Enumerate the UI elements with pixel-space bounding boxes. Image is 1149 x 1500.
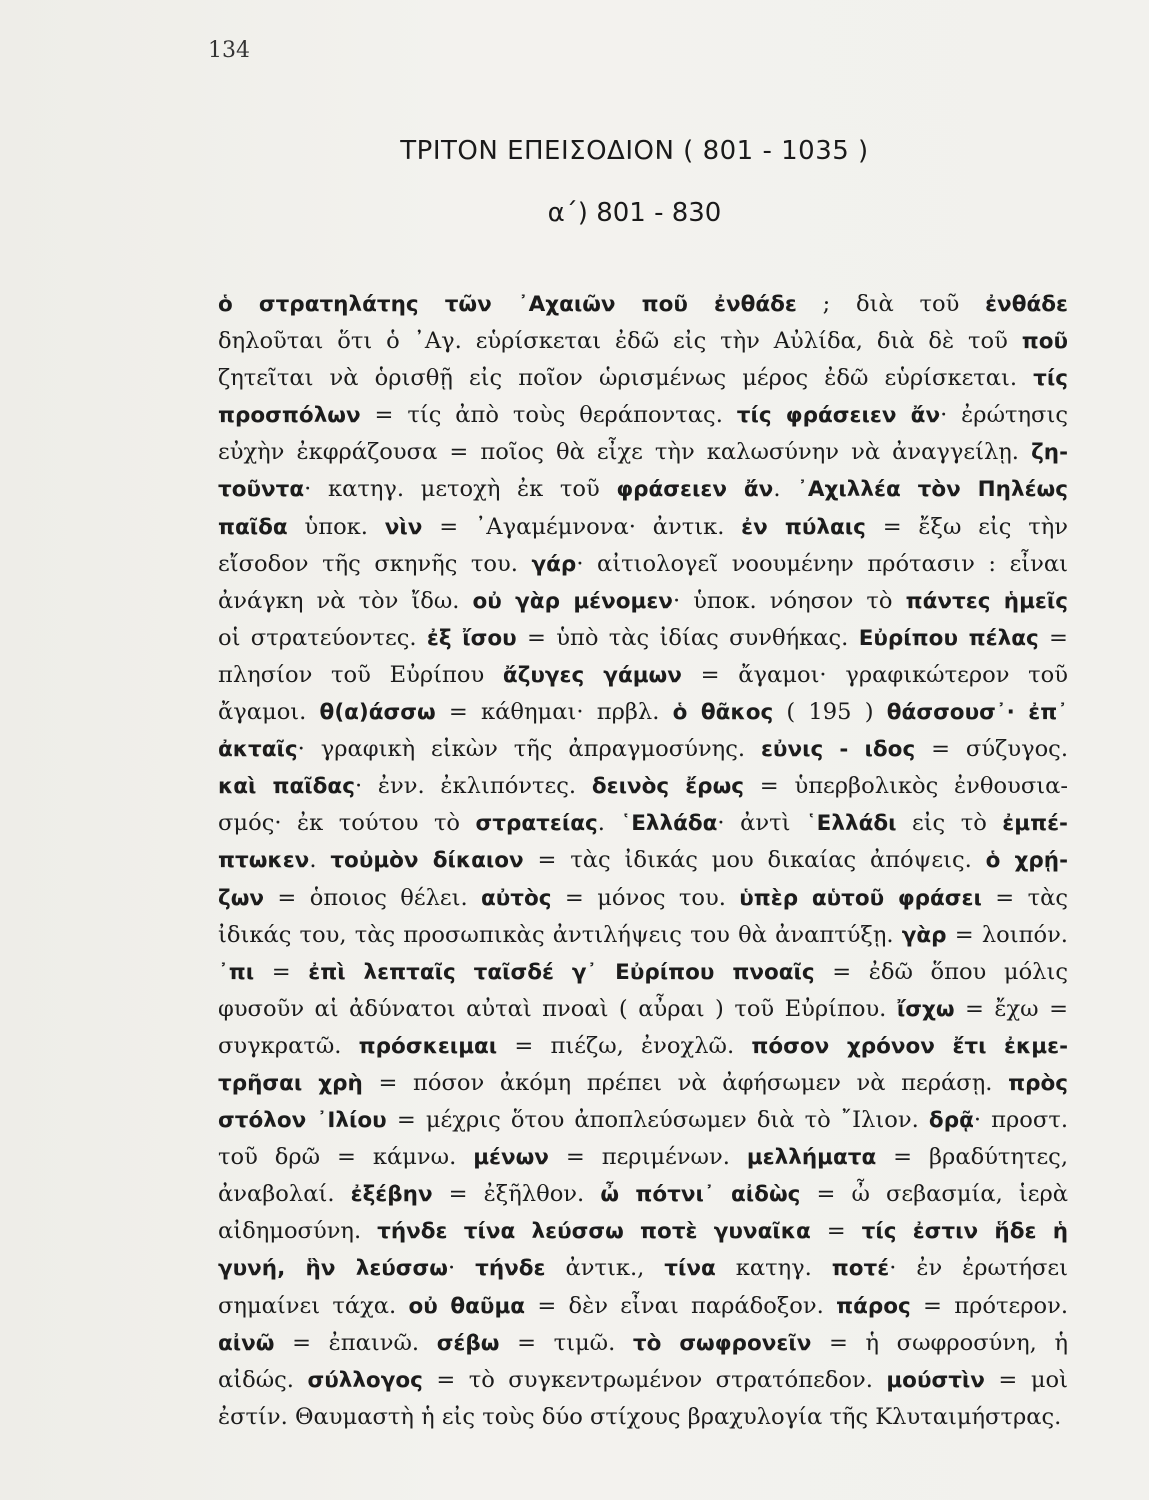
lemma-term: ὦ πότνι᾿ αἰδὼς (600, 1182, 801, 1208)
lemma-term: ποῦ (1021, 329, 1068, 355)
lemma-term: ὁ χρῄ- (985, 848, 1068, 874)
commentary-text (218, 286, 1068, 1435)
gloss-text: = τιμῶ. (499, 1329, 633, 1356)
gloss-text: = μοὶ (984, 1366, 1068, 1393)
lemma-term: ἐπὶ λεπταῖς ταῖσδέ γ᾿ Εὐρίπου πνοαῖς (308, 959, 815, 985)
lemma-term: τοὐμὸν δίκαιον (330, 848, 524, 874)
lemma-term: ὁ θᾶκος (672, 700, 774, 726)
gloss-text: αἰδημοσύνη. (218, 1218, 378, 1245)
text-line (218, 917, 1068, 954)
gloss-text: ζητεῖται νὰ ὁρισθῇ εἰς ποῖον ὡρισμένως μέρος ἐδῶ εὑρίσκεται. (218, 365, 1034, 392)
lemma-term: μούστὶν (886, 1367, 985, 1393)
gloss-text: οἱ στρατεύοντες. (218, 624, 427, 651)
gloss-text: · προστ. (973, 1107, 1068, 1134)
lemma-term: ἐν πύλαις (741, 514, 866, 540)
gloss-text: ; διὰ τοῦ (796, 291, 986, 317)
text-line (218, 1250, 1068, 1287)
gloss-text: = πόσον ἀκόμη πρέπει νὰ ἀφήσωμεν νὰ περάσῃ. (362, 1069, 1009, 1096)
gloss-text: · αἰτιολογεῖ νοουμένην πρότασιν : εἶναι (576, 550, 1068, 577)
lemma-term: στόλον ᾿Ιλίου (218, 1108, 387, 1134)
gloss-text: ἀντικ., (545, 1255, 665, 1282)
text-line (218, 1176, 1068, 1213)
lemma-term: ὁ στρατηλάτης τῶν ᾿Αχαιῶν ποῦ ἐνθάδε (218, 292, 797, 317)
lemma-term: πάντες ἡμεῖς (905, 588, 1069, 614)
gloss-text: σημαίνει τάχα. (218, 1292, 409, 1319)
gloss-text: = πρότερον. (910, 1292, 1068, 1319)
lemma-term: τίς (1033, 366, 1068, 392)
lemma-term: μελλήματα (746, 1145, 877, 1171)
lemma-term: θάσσουσ᾿· ἐπ᾿ (886, 700, 1068, 726)
lemma-term: αὐτὸς (481, 885, 552, 911)
gloss-text: = μέχρις ὅτου ἀποπλεύσωμεν διὰ τὸ ῎Ιλιον. (386, 1107, 929, 1134)
text-line (218, 583, 1068, 620)
lemma-term: προσπόλων (218, 403, 361, 429)
gloss-text: = ἄγαμοι· γραφικώτερον τοῦ (681, 661, 1069, 688)
gloss-text: . (309, 847, 331, 874)
lemma-term: σέβω (436, 1330, 500, 1356)
lemma-term: πρόσκειμαι (358, 1033, 498, 1059)
gloss-text: = ἐξῆλθον. (432, 1181, 601, 1208)
gloss-text: = ἐδῶ ὅπου μόλις (814, 958, 1069, 985)
gloss-text: . (773, 476, 798, 503)
gloss-text: = (254, 958, 309, 985)
lemma-term: ᾿πι (218, 959, 255, 985)
gloss-text: = ἐπαινῶ. (274, 1329, 437, 1356)
text-line (218, 1028, 1068, 1065)
text-line (218, 731, 1068, 768)
gloss-text: = λοιπόν. (946, 921, 1068, 948)
gloss-text: = βραδύτητες, (876, 1144, 1069, 1171)
lemma-term: τίς φράσειεν ἄν (736, 403, 941, 429)
text-line (218, 842, 1068, 879)
gloss-text: ἄγαμοι. (218, 699, 320, 726)
gloss-text: εἴσοδον τῆς σκηνῆς του. (218, 550, 532, 577)
gloss-text: · ἐν ἐρωτήσει (889, 1255, 1068, 1282)
gloss-text: = ὦ σεβασμία, ἱερὰ (800, 1181, 1069, 1208)
lemma-term: εὐνις - ιδος (760, 737, 916, 763)
text-line (218, 1288, 1068, 1325)
lemma-term: ἀκταῖς (218, 737, 298, 763)
lemma-term: δεινὸς ἔρως (591, 774, 744, 800)
gloss-text: · ἐνν. ἐκλιπόντες. (354, 773, 592, 800)
lemma-term: πρὸς (1008, 1070, 1068, 1096)
gloss-text: = ἔχω = (954, 995, 1068, 1022)
lemma-term: τὸ σωφρονεῖν (632, 1330, 812, 1356)
lemma-term: γὰρ (901, 922, 947, 948)
gloss-text: = τίς ἀπὸ τοὺς θεράποντας. (360, 402, 737, 429)
lemma-term: ἴσχω (896, 996, 955, 1022)
text-line (218, 991, 1068, 1028)
gloss-text: δηλοῦται ὅτι ὁ ᾿Αγ. εὑρίσκεται ἐδῶ εἰς τὴν Αὐλίδα, διὰ δὲ τοῦ (218, 328, 1022, 355)
gloss-text: ( 195 ) (773, 699, 887, 726)
lemma-term: αἰνῶ (218, 1330, 275, 1356)
gloss-text: σμός· ἐκ τούτου τὸ (218, 810, 476, 837)
lemma-term: ἐνθάδε (985, 292, 1068, 317)
gloss-text: πλησίον τοῦ Εὐρίπου (218, 661, 503, 688)
lemma-term: φράσειεν ἄν (616, 477, 774, 503)
lemma-term: ἄζυγες γάμων (502, 662, 682, 688)
gloss-text: ὑποκ. (287, 513, 385, 540)
lemma-term: ῾Ελλάδι (805, 811, 897, 837)
lemma-term: θ(α)άσσω (319, 700, 436, 726)
text-line (218, 805, 1068, 842)
gloss-text: ἀναβολαί. (218, 1181, 351, 1208)
gloss-text: = σύζυγος. (915, 736, 1069, 763)
gloss-text: = ὑπερβολικὸς ἐνθουσια- (744, 773, 1068, 800)
text-line (218, 1325, 1068, 1362)
gloss-text: = τὰς ἰδικάς μου δικαίας ἀπόψεις. (523, 847, 986, 874)
text-line (218, 768, 1068, 805)
text-line (218, 546, 1068, 583)
text-line (218, 694, 1068, 731)
lemma-term: τρῆσαι χρὴ (218, 1070, 363, 1096)
gloss-text: = (810, 1218, 862, 1245)
lemma-term: ἐμπέ- (1002, 811, 1068, 837)
gloss-text: αἰδώς. (218, 1366, 308, 1393)
text-line (218, 880, 1068, 917)
gloss-text: = ἔξω εἰς τὴν (865, 513, 1068, 540)
text-line (218, 397, 1068, 434)
page-number: 134 (208, 38, 250, 63)
text-line (218, 620, 1068, 657)
lemma-term: καὶ παῖδας (218, 774, 355, 800)
gloss-text: εἰς τὸ (896, 810, 1003, 837)
lemma-term: γάρ (531, 551, 577, 577)
text-line (218, 1102, 1068, 1139)
lemma-term: παῖδα (218, 514, 288, 540)
gloss-text: = κάθημαι· πρβλ. (435, 699, 673, 726)
lemma-term: τίς ἐστιν ἥδε ἡ (861, 1219, 1069, 1245)
gloss-text: φυσοῦν αἱ ἀδύνατοι αὐταὶ πνοαὶ ( αὖραι ) τοῦ Εὐρίπου. (218, 995, 897, 1022)
gloss-text: συγκρατῶ. (218, 1032, 359, 1059)
gloss-text: · (447, 1255, 476, 1282)
gloss-text: · κατηγ. μετοχὴ ἐκ τοῦ (304, 476, 617, 503)
lemma-term: στρατείας (475, 811, 598, 837)
text-line (218, 286, 1068, 323)
text-line (218, 1399, 1068, 1435)
lemma-term: τίνα (664, 1256, 716, 1282)
text-line (218, 1362, 1068, 1399)
gloss-text: = ὑπὸ τὰς ἰδίας συνθήκας. (516, 624, 859, 651)
text-line (218, 954, 1068, 991)
lemma-term: νὶν (384, 514, 423, 540)
gloss-text: κατηγ. (715, 1255, 832, 1282)
gloss-text: = μόνος του. (551, 884, 740, 911)
lemma-term: ἐξ ἴσου (426, 625, 517, 651)
gloss-text: = τὰς (981, 884, 1068, 911)
gloss-text: = τὸ συγκεντρωμένον στρατόπεδον. (422, 1366, 887, 1393)
gloss-text: τοῦ δρῶ = κάμνω. (218, 1144, 474, 1171)
lemma-term: μένων (473, 1145, 549, 1171)
gloss-text: · ἐρώτησις (940, 402, 1068, 429)
lemma-term: οὐ γὰρ μένομεν (472, 588, 673, 614)
gloss-text: = ὁποιος θέλει. (264, 884, 482, 911)
gloss-text: · γραφικὴ εἰκὼν τῆς ἀπραγμοσύνης. (297, 736, 761, 763)
lemma-term: πάρος (836, 1293, 911, 1319)
text-line (218, 509, 1068, 546)
section-title: α΄) 801 - 830 (547, 198, 722, 228)
gloss-text: . (597, 810, 621, 837)
gloss-text: · ἀντὶ (717, 810, 806, 837)
gloss-text: εὐχὴν ἐκφράζουσα = ποῖος θὰ εἶχε τὴν καλωσύνην νὰ ἀναγγείλῃ. (218, 439, 1032, 466)
lemma-term: ζη- (1031, 440, 1068, 466)
gloss-text: = δὲν εἶναι παράδοξον. (525, 1292, 837, 1319)
text-line (218, 1065, 1068, 1102)
text-line (218, 434, 1068, 471)
lemma-term: Εὐρίπου πέλας (858, 625, 1039, 651)
lemma-term: τήνδε τίνα λεύσσω ποτὲ γυναῖκα (377, 1219, 811, 1245)
gloss-text: ἰδικάς του, τὰς προσωπικὰς ἀντιλήψεις του θὰ ἀναπτύξῃ. (218, 921, 902, 948)
gloss-text: ἐστίν. Θαυμαστὴ ἡ εἰς τοὺς δύο στίχους βραχυλογία τῆς Κλυταιμήστρας. (218, 1403, 1062, 1430)
gloss-text: · ὑποκ. νόησον τὸ (672, 587, 906, 614)
text-line (218, 1139, 1068, 1176)
gloss-text: ἀνάγκη νὰ τὸν ἴδω. (218, 587, 473, 614)
lemma-term: πόσον χρόνον ἔτι ἐκμε- (751, 1033, 1068, 1059)
gloss-text: = ᾿Αγαμέμνονα· ἀντικ. (422, 513, 742, 540)
lemma-term: σύλλογος (307, 1367, 423, 1393)
text-line (218, 323, 1068, 360)
lemma-term: ὑπὲρ αὑτοῦ φράσει (739, 885, 982, 911)
lemma-term: τοῦντα (218, 477, 305, 503)
chapter-title: ΤΡΙΤΟΝ ΕΠΕΙΣΟΔΙΟΝ ( 801 - 1035 ) (400, 136, 869, 166)
lemma-term: ᾿Αχιλλέα τὸν Πηλέως (797, 477, 1068, 503)
text-line (218, 471, 1068, 508)
lemma-term: ἐξέβην (350, 1182, 433, 1208)
gloss-text: = πιέζω, ἐνοχλῶ. (497, 1032, 752, 1059)
gloss-text: = ἡ σωφροσύνη, ἡ (811, 1329, 1068, 1356)
lemma-term: δρᾷ (928, 1108, 974, 1134)
lemma-term: οὐ θαῦμα (408, 1293, 526, 1319)
lemma-term: πτωκεν (218, 848, 310, 874)
lemma-term: τήνδε (475, 1256, 546, 1282)
text-line (218, 657, 1068, 694)
text-line (218, 1213, 1068, 1250)
lemma-term: γυνή, ἣν λεύσσω (218, 1256, 448, 1282)
gloss-text: = περιμένων. (548, 1144, 747, 1171)
text-line (218, 360, 1068, 397)
lemma-term: ῾Ελλάδα (620, 811, 718, 837)
lemma-term: ποτέ (831, 1256, 890, 1282)
lemma-term: ζων (218, 885, 265, 911)
gloss-text: = (1038, 624, 1068, 651)
